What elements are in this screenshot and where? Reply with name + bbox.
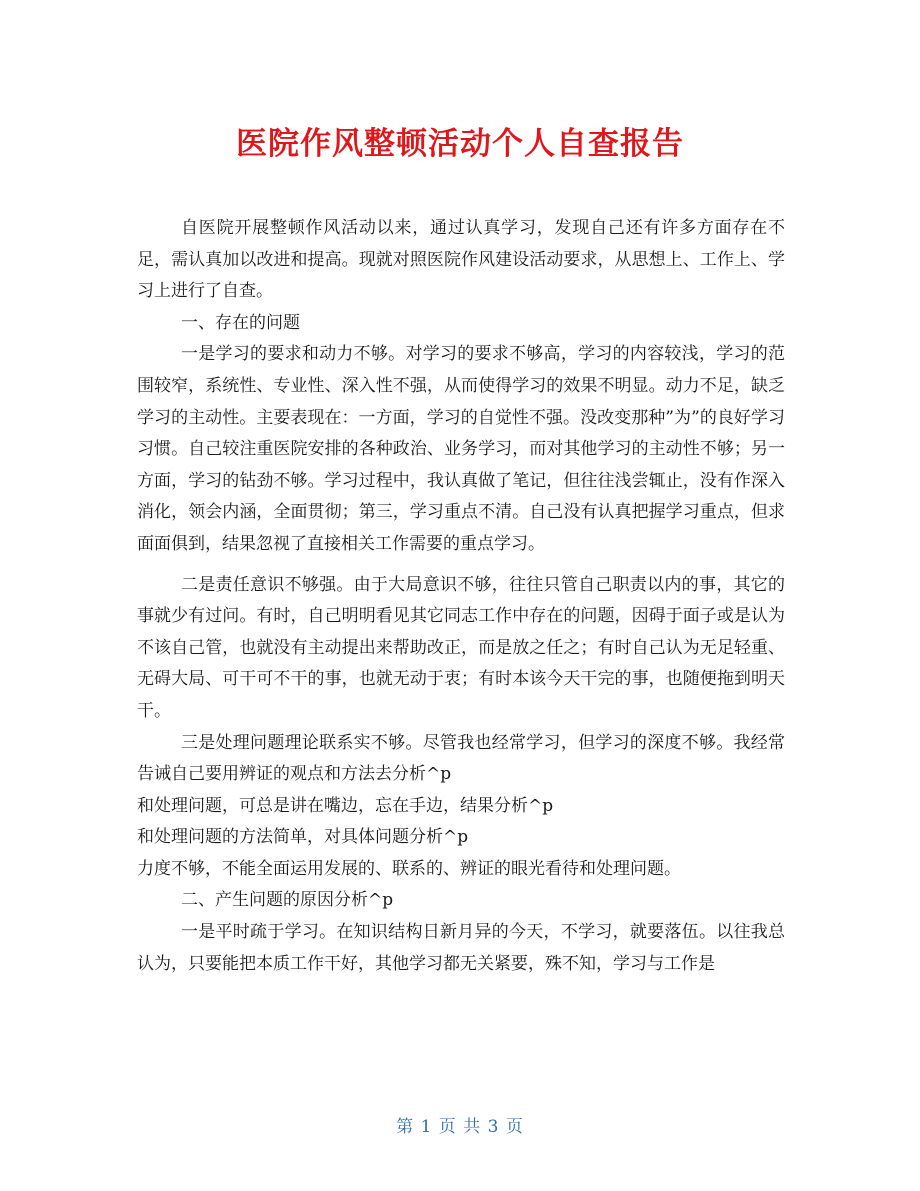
problem-paragraph-theory: 三是处理问题理论联系实不够。尽管我也经常学习，但学习的深度不够。我经常告诫自己要用辨证的观点和方法去分析^p — [137, 732, 785, 785]
problem-paragraph-theory-line-2: 和处理问题，可总是讲在嘴边，忘在手边，结果分析^p — [137, 795, 554, 816]
problem-paragraph-theory-line-4: 力度不够，不能全面运用发展的、联系的、辨证的眼光看待和处理问题。 — [137, 858, 681, 879]
intro-paragraph: 自医院开展整顿作风活动以来，通过认真学习，发现自己还有许多方面存在不足，需认真加以改进和提高。现就对照医院作风建设活动要求，从思想上、工作上、学习上进行了自查。 — [137, 218, 785, 302]
document-title: 医院作风整顿活动个人自查报告 — [236, 126, 684, 162]
problem-paragraph-theory-line-3: 和处理问题的方法简单，对具体问题分析^p — [137, 827, 469, 848]
document-body — [137, 213, 785, 980]
cause-paragraph-study: 一是平时疏于学习。在知识结构日新月异的今天，不学习，就要落伍。以往我总认为，只要能把本质工作干好，其他学习都无关紧要，殊不知，学习与工作是 — [137, 922, 785, 974]
section-heading-causes: 二、产生问题的原因分析^p — [181, 890, 394, 911]
problem-paragraph-responsibility: 二是责任意识不够强。由于大局意识不够，往往只管自己职责以内的事，其它的事就少有过问。有时，自己明明看见其它同志工作中存在的问题，因碍于面子或是认为不该自己管，也就没有主动提出来帮助改正，而是放之任之；有时自己认为无足轻重、无碍大局、可干可不干的事，也就无动于衷；有时本该今天干完的事，也随便拖到明天干。 — [137, 574, 785, 721]
page-number-footer: 第 1 页 共 3 页 — [396, 1117, 524, 1137]
section-heading-problems: 一、存在的问题 — [181, 312, 300, 333]
problem-paragraph-study: 一是学习的要求和动力不够。对学习的要求不够高，学习的内容较浅，学习的范围较窄，系统性、专业性、深入性不强，从而使得学习的效果不明显。动力不足，缺乏学习的主动性。主要表现在：一方面，学习的自觉性不强。没改变那种”为”的良好学习习惯。自己较注重医院安排的各种政治、业务学习，而对其他学习的主动性不够；另一方面，学习的钻劲不够。学习过程中，我认真做了笔记，但往往浅尝辄止，没有作深入消化，领会内涵，全面贯彻；第三，学习重点不清。自己没有认真把握学习重点，但求面面俱到，结果忽视了直接相关工作需要的重点学习。 — [137, 344, 785, 554]
